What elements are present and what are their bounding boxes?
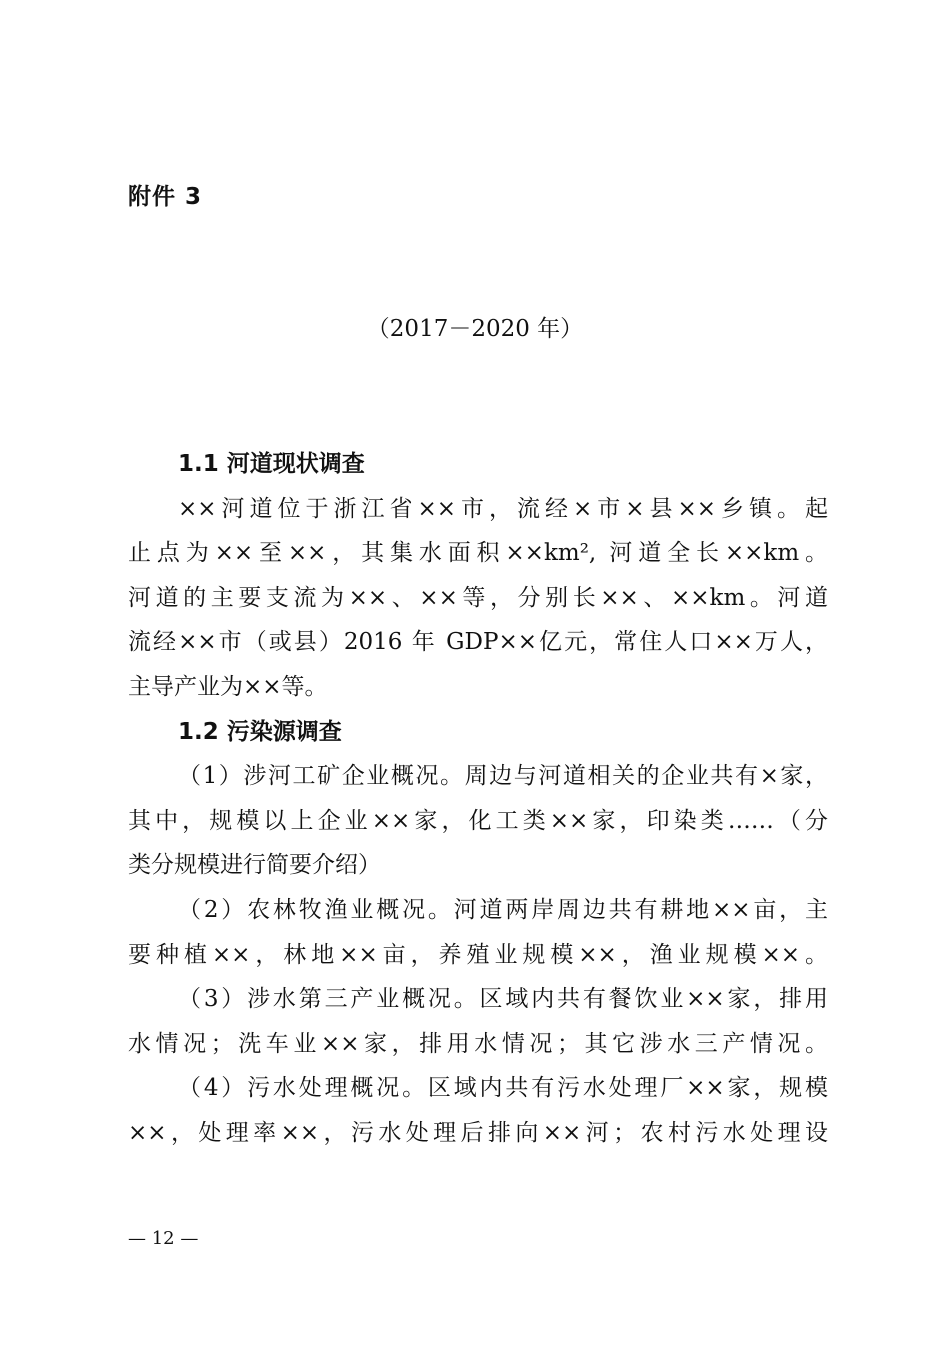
paragraph-line: 流经××市（或县）2016 年 GDP××亿元，常住人口××万人， [128, 629, 828, 656]
paragraph-line: （2）农林牧渔业概况。河道两岸周边共有耕地××亩，主 [178, 896, 828, 923]
paragraph-line: 止点为××至××，其集水面积××km², 河道全长××km。 [128, 540, 828, 567]
paragraph-line: 要种植××，林地××亩，养殖业规模××，渔业规模××。 [128, 941, 828, 968]
paragraph-line: （1）涉河工矿企业概况。周边与河道相关的企业共有×家， [178, 763, 828, 790]
section-heading-pollution-survey: 1.2 污染源调查 [178, 718, 342, 745]
document-body [128, 442, 828, 1156]
section-heading-river-survey: 1.1 河道现状调查 [178, 451, 365, 477]
plan-period-subtitle: （2017－2020 年） [366, 316, 584, 342]
paragraph-line: ××，处理率××，污水处理后排向××河；农村污水处理设 [128, 1119, 828, 1146]
page-number: — 12 — [128, 1228, 199, 1249]
paragraph-line: 其中，规模以上企业××家，化工类××家，印染类……（分 [128, 807, 828, 834]
paragraph-line: （4）污水处理概况。区域内共有污水处理厂××家，规模 [178, 1075, 828, 1102]
paragraph-line: 河道的主要支流为××、××等，分别长××、××km。河道 [128, 584, 828, 611]
paragraph-line: 类分规模进行简要介绍） [128, 852, 381, 879]
attachment-label: 附件 3 [128, 184, 203, 210]
paragraph-line: ××河道位于浙江省××市，流经×市×县××乡镇。起 [178, 495, 828, 522]
paragraph-line: （3）涉水第三产业概况。区域内共有餐饮业××家，排用 [178, 986, 828, 1013]
paragraph-line: 主导产业为××等。 [128, 673, 328, 700]
paragraph-line: 水情况；洗车业××家，排用水情况；其它涉水三产情况。 [128, 1030, 828, 1057]
